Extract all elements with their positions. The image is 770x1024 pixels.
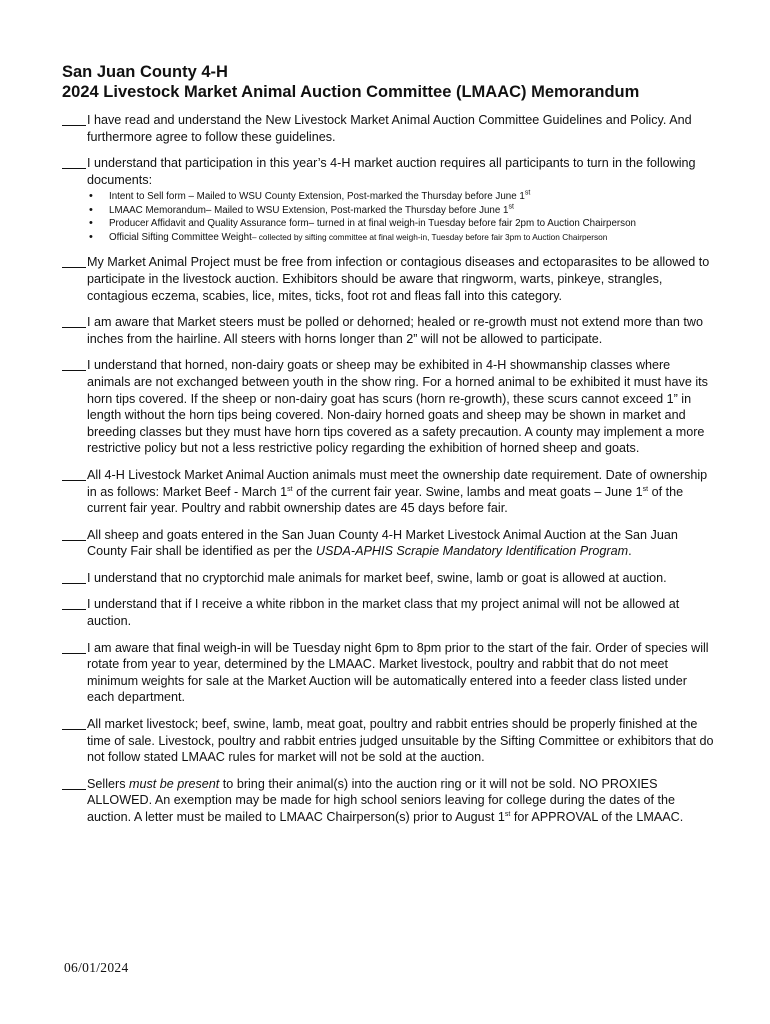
- initial-blank[interactable]: [62, 540, 86, 541]
- list-item: • Official Sifting Committee Weight– collected by sifting committee at final weigh-in, Tuesday before fair 3pm to Auction Chairperson: [87, 231, 714, 245]
- list-item: • LMAAC Memorandum– Mailed to WSU Extension, Post-marked the Thursday before June 1st: [87, 204, 714, 218]
- initial-blank[interactable]: [62, 370, 86, 371]
- initial-blank[interactable]: [62, 789, 86, 790]
- initial-blank[interactable]: [62, 729, 86, 730]
- checklist-item-scrapie: All sheep and goats entered in the San Juan County 4-H Market Livestock Animal Auction at the San Juan County Fair shall be identified as per the USDA-APHIS Scrapie Mandatory Identification Program.: [62, 527, 714, 560]
- initial-blank[interactable]: [62, 583, 86, 584]
- checklist-item-finished: All market livestock; beef, swine, lamb, meat goat, poultry and rabbit entries should be properly finished at the time of sale. Livestock, poultry and rabbit entries judged unsuitable by the Sifting Committee or exhibitors that do not follow stated LMAAC rules for market will not be sold at the auction.: [62, 716, 714, 766]
- memorandum-title: 2024 Livestock Market Animal Auction Committee (LMAAC) Memorandum: [62, 83, 640, 101]
- initial-blank[interactable]: [62, 653, 86, 654]
- checklist-item-steers: I am aware that Market steers must be polled or dehorned; healed or re-growth must not extend more than two inches from the hairline. All steers with horns longer than 2” will not be allowed to participate.: [62, 314, 714, 347]
- checklist-item-ownership: All 4-H Livestock Market Animal Auction animals must meet the ownership date requirement. Date of ownership in as follows: Market Beef - March 1st of the current fair year. Swine, lambs and meat goats – June 1st of the current fair year. Poultry and rabbit ownership dates are 45 days before fair.: [62, 467, 714, 517]
- checklist-item-health: My Market Animal Project must be free from infection or contagious diseases and ectoparasites to be allowed to participate in the livestock auction. Exhibitors should be aware that ringworm, warts, pinkeye, strangles, contagious eczema, scabies, lice, mites, ticks, foot rot and fleas fall into this category.: [62, 254, 714, 304]
- initial-blank[interactable]: [62, 327, 86, 328]
- required-documents-list: [87, 190, 714, 244]
- checklist-item-weigh-in: I am aware that final weigh-in will be Tuesday night 6pm to 8pm prior to the start of the fair. Order of species will rotate from year to year, determined by the LMAAC. Market livestock, poultry and rabbit that do not meet minimum weights for sale at the Market Auction will be automatically entered into a feeder class listed under each department.: [62, 640, 714, 706]
- checklist-item-cryptorchid: I understand that no cryptorchid male animals for market beef, swine, lamb or goat is allowed at auction.: [62, 570, 714, 587]
- checklist-item-sellers-present: Sellers must be present to bring their animal(s) into the auction ring or it will not be sold. NO PROXIES ALLOWED. An exemption may be made for high school seniors leaving for college during the dates of the auction. A letter must be mailed to LMAAC Chairperson(s) prior to August 1st for APPROVAL of the LMAAC.: [62, 776, 714, 826]
- footer-date: 06/01/2024: [64, 960, 129, 975]
- initial-blank[interactable]: [62, 609, 86, 610]
- checklist-item-horned-animals: I understand that horned, non-dairy goats or sheep may be exhibited in 4-H showmanship classes where animals are not exchanged between youth in the show ring. For a horned animal to be exhibited it must have its horn tips covered. If the sheep or non-dairy goat has scurs (horn re-growth), these scurs cannot exceed 1” in length without the horn tips being covered. Non-dairy horned goats and sheep may be shown in market and breeding classes but they must have horn tips covered as a safety precaution. A county may implement a more restrictive policy but not a less restrictive policy regarding the exhibition of horned sheep and goats.: [62, 357, 714, 457]
- list-item: • Producer Affidavit and Quality Assurance form– turned in at final weigh-in Tuesday before fair 2pm to Auction Chairperson: [87, 217, 714, 231]
- list-item: • Intent to Sell form – Mailed to WSU County Extension, Post-marked the Thursday before June 1st: [87, 190, 714, 204]
- county-title: San Juan County 4-H: [62, 63, 228, 81]
- initial-blank[interactable]: [62, 125, 86, 126]
- checklist-item-white-ribbon: I understand that if I receive a white ribbon in the market class that my project animal will not be allowed at auction.: [62, 596, 714, 629]
- initial-blank[interactable]: [62, 168, 86, 169]
- checklist-item-guidelines: I have read and understand the New Livestock Market Animal Auction Committee Guidelines and Policy. And furthermore agree to follow these guidelines.: [62, 112, 714, 145]
- checklist-item-documents: I understand that participation in this year’s 4-H market auction requires all participants to turn in the following documents: • Intent to Sell form – Mailed to WSU County Extension, Post-marked the Thursday before June 1st • LMAAC Memorandum– Mailed to WSU Extension, Post-marked the Thursday before June 1st • Producer Affidavit and Quality Assurance form– turned in at final weigh-in Tuesday before fair 2pm to Auction Chairperson • Official Sifting Committee Weight– collected by sifting committee at final weigh-in, Tuesday before fair 3pm to Auction Chairperson: [62, 155, 714, 244]
- initial-blank[interactable]: [62, 480, 86, 481]
- initial-blank[interactable]: [62, 267, 86, 268]
